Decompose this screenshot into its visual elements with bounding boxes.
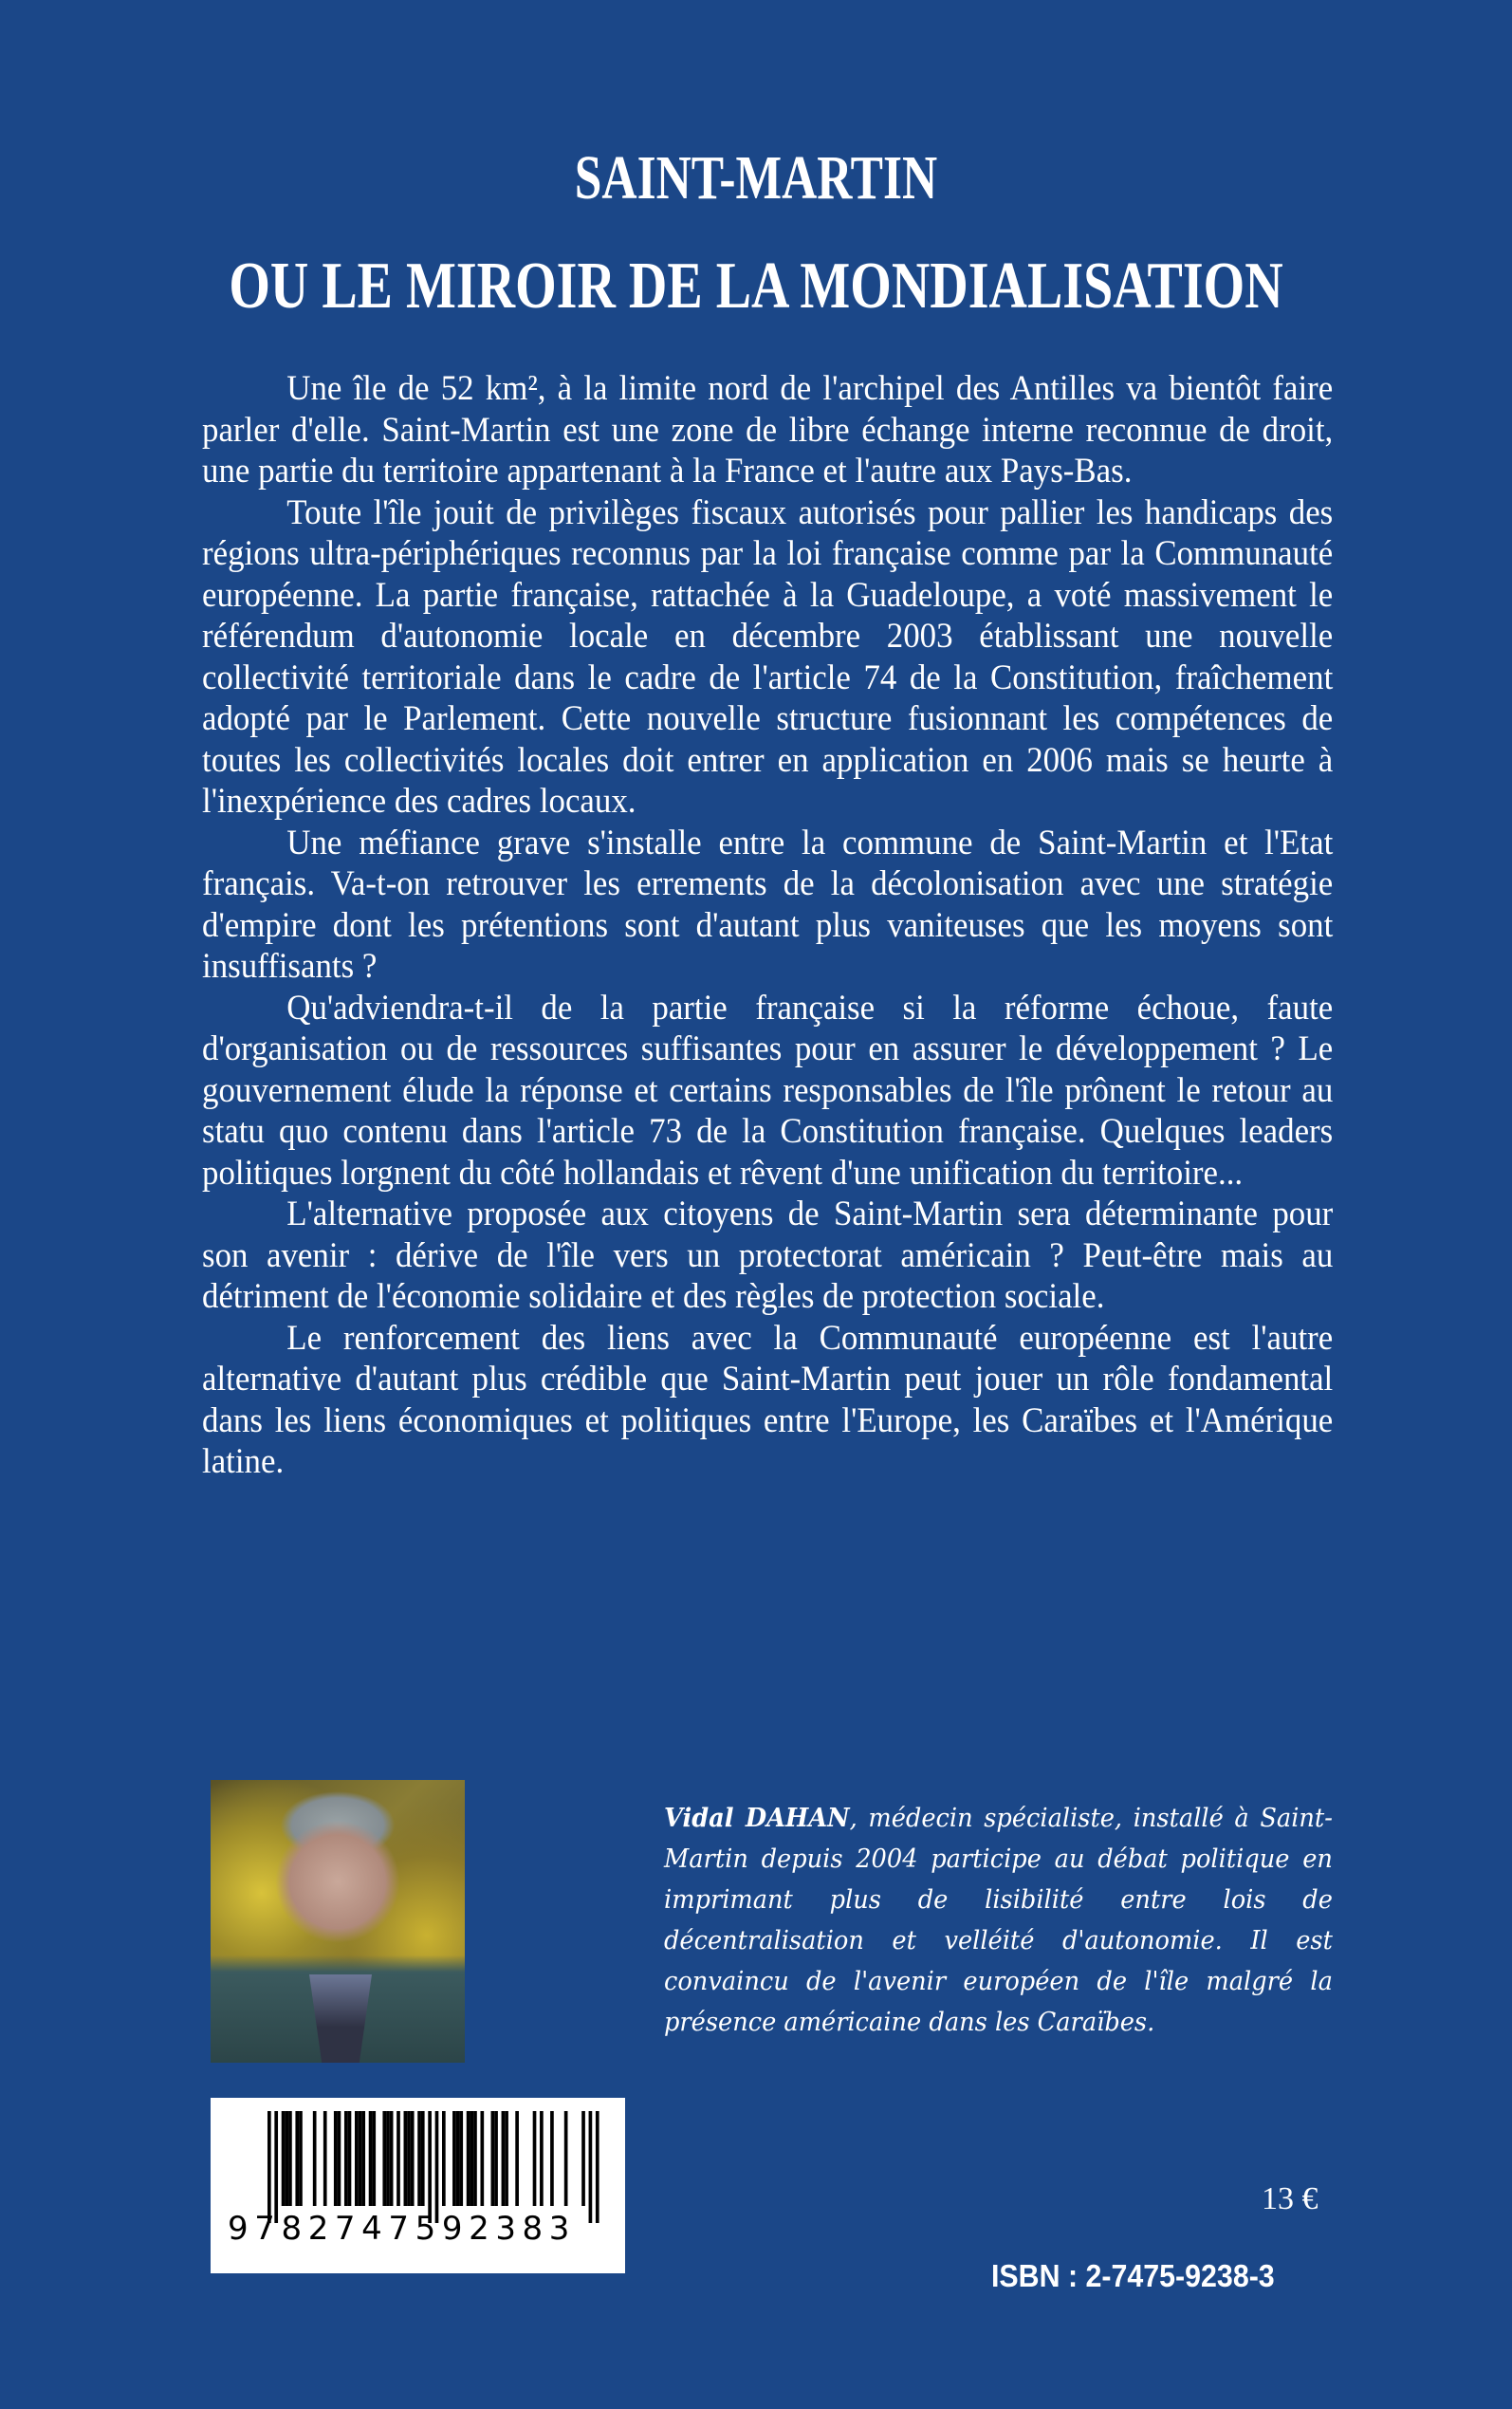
barcode-bar xyxy=(295,2111,299,2206)
blurb-paragraph: Toute l'île jouit de privilèges fiscaux autorisés pour pallier les handicaps des régions ultra-périphériques reconnus par la loi française comme par la Communauté européenne. La partie française, rattachée à la Guadeloupe, a voté massivement le référendum d'autonomie locale en décembre 2003 établissant une nouvelle collectivité territoriale dans le cadre de l'article 74 de la Constitution, fraîchement adopté par le Parlement. Cette nouvelle structure fusionnant les compétences de toutes les collectivités locales doit entrer en application en 2006 mais se heurte à l'inexpérience des cadres locaux. xyxy=(202,492,1334,821)
barcode-bar xyxy=(502,2111,506,2206)
barcode-bar xyxy=(564,2111,568,2206)
book-subtitle: OU LE MIROIR DE LA MONDIALISATION xyxy=(229,250,1283,323)
blurb-paragraph: L'alternative proposée aux citoyens de Saint-Martin sera déterminante pour son avenir : dérive de l'île vers un protectorat américain ? Peut-être mais au détriment de l'économie solidaire et des règles de protection sociale. xyxy=(202,1195,1334,1316)
barcode-bar xyxy=(533,2111,537,2206)
barcode-bar xyxy=(313,2111,317,2206)
barcode-bar xyxy=(334,2111,338,2206)
barcode-bar xyxy=(480,2111,484,2206)
barcode-bar xyxy=(442,2111,446,2206)
barcode-bar xyxy=(417,2111,421,2206)
barcode-bar xyxy=(407,2111,411,2206)
author-photo-shirt xyxy=(309,1974,372,2063)
barcode-bar xyxy=(288,2111,292,2206)
author-bio-text: , médecin spécialiste, installé à Saint-Martin depuis 2004 participe au débat politique en imprimant plus de lisibilité entre lois de décentralisation et velléité d'autonomie. Il est convaincu de l'avenir européen de l'île malgré la présence américaine dans les Caraïbes. xyxy=(664,1804,1333,2037)
barcode-bar xyxy=(390,2111,394,2206)
blurb-paragraph: Le renforcement des liens avec la Communauté européenne est l'autre alternative d'autant plus crédible que Saint-Martin peut jouer un rôle fondamental dans les liens économiques et politiques entre l'Europe, les Caraïbes et l'Amérique latine. xyxy=(202,1318,1334,1481)
isbn: ISBN : 2-7475-9238-3 xyxy=(991,2258,1275,2293)
barcode-bar xyxy=(459,2111,463,2206)
barcode-bar xyxy=(396,2111,400,2206)
barcode-bar xyxy=(491,2111,495,2206)
barcode-bar xyxy=(285,2111,288,2206)
barcode-bar xyxy=(494,2111,498,2206)
barcode-bar xyxy=(404,2111,408,2206)
barcode-bar xyxy=(540,2111,544,2206)
barcode-bar xyxy=(386,2111,390,2206)
barcode-bar xyxy=(369,2111,373,2206)
blurb-paragraph: Une île de 52 km², à la limite nord de l'archipel des Antilles va bientôt faire parler d'elle. Saint-Martin est une zone de libre échange interne reconnue de droit, une partie du territoire appartenant à la France et l'autre aux Pays-Bas. xyxy=(202,369,1334,491)
blurb xyxy=(202,368,1333,1483)
barcode-guard-bar xyxy=(435,2111,439,2223)
barcode-digits: 9782747592383 xyxy=(228,2210,577,2248)
barcode-bar xyxy=(355,2111,359,2206)
barcode-bar xyxy=(473,2111,477,2206)
barcode-guard-bar xyxy=(596,2111,599,2223)
barcode-bar xyxy=(299,2111,303,2206)
barcode-bar xyxy=(411,2111,415,2206)
blurb-paragraph: Une méfiance grave s'installe entre la commune de Saint-Martin et l'Etat français. Va-t-on retrouver les errements de la décolonisation avec une stratégie d'empire dont les prétentions sont d'autant plus vaniteuses que les moyens sont insuffisants ? xyxy=(202,823,1334,986)
author-name: Vidal DAHAN xyxy=(664,1804,850,1833)
barcode-bar xyxy=(282,2111,286,2206)
barcode-guard-bar xyxy=(428,2111,432,2223)
barcode-bar xyxy=(421,2111,425,2206)
barcode-bar xyxy=(361,2111,365,2206)
barcode-bar xyxy=(581,2111,585,2206)
barcode-bar xyxy=(470,2111,473,2206)
barcode-bar xyxy=(338,2111,341,2206)
barcode-bar xyxy=(452,2111,456,2206)
barcode-bar xyxy=(344,2111,348,2206)
barcode-bar xyxy=(505,2111,508,2206)
barcode-bar xyxy=(456,2111,460,2206)
barcode-bar xyxy=(550,2111,554,2206)
barcode-bar xyxy=(323,2111,327,2206)
barcode-guard-bar xyxy=(274,2111,278,2223)
price: 13 € xyxy=(1262,2181,1318,2216)
barcode-bar xyxy=(515,2111,519,2206)
book-title: SAINT-MARTIN xyxy=(574,143,938,213)
barcode xyxy=(211,2098,625,2273)
barcode-bar xyxy=(372,2111,376,2206)
barcode-bar xyxy=(467,2111,470,2206)
author-photo xyxy=(211,1780,465,2063)
barcode-guard-bar xyxy=(589,2111,593,2223)
blurb-paragraph: Qu'adviendra-t-il de la partie française si la réforme échoue, faute d'organisation ou de ressources suffisantes pour en assurer le développement ? Le gouvernement élude la réponse et certains responsables de l'île prônent le retour au statu quo contenu dans l'article 73 de la Constitution française. Quelques leaders politiques lorgnent du côté hollandais et rêvent d'une unification du territoire... xyxy=(202,988,1334,1193)
barcode-guard-bar xyxy=(267,2111,271,2223)
author-bio xyxy=(664,1798,1333,2043)
barcode-bar xyxy=(359,2111,362,2206)
barcode-bar xyxy=(382,2111,386,2206)
barcode-bar xyxy=(348,2111,352,2206)
